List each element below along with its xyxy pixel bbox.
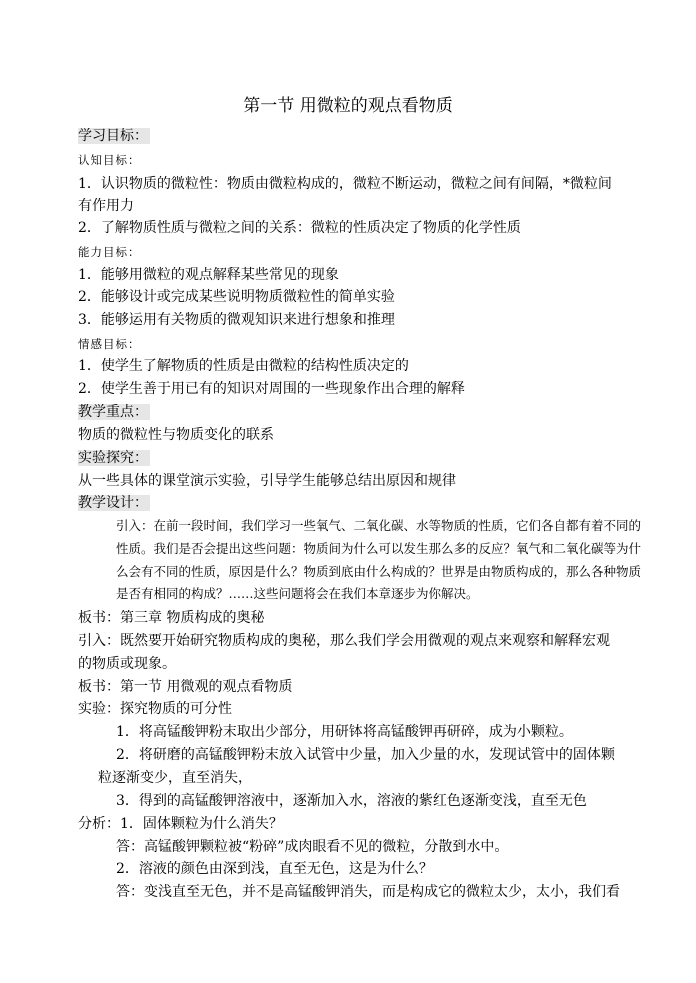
ability-goal-3: 3．能够运用有关物质的微观知识来进行想象和推理 [78,312,395,328]
analysis-question-1: 分析：1．固体颗粒为什么消失？ [78,816,283,832]
experiment-step-1: 1．将高锰酸钾粉末取出少部分，用研钵将高锰酸钾再研碎，成为小颗粒。 [116,724,573,740]
key-points-heading: 教学重点： [78,404,148,420]
analysis-question-2: 2．溶液的颜色由深到浅，直至无色，这是为什么？ [116,861,433,877]
intro-paragraph-line-3: 么会有不同的性质，原因是什么？物质到底由什么构成的？世界是由物质构成的，那么各种物质 [116,564,642,579]
experiment-step-3: 3．得到的高锰酸钾溶液中，逐渐加入水，溶液的紫红色逐渐变浅，直至无色 [116,793,587,809]
intro-paragraph-line-2: 性质。我们是否会提出这些问题：物质间为什么可以发生那么多的反应？氧气和二氧化碳等为什 [116,541,642,556]
key-points-text: 物质的微粒性与物质变化的联系 [78,427,274,443]
cognitive-goal-1: 1．认识物质的微粒性：物质由微粒构成的，微粒不断运动，微粒之间有间隔，*微粒间 [78,176,612,192]
cognitive-goal-2: 2．了解物质性质与微粒之间的关系：微粒的性质决定了物质的化学性质 [78,220,521,236]
emotion-goal-2: 2．使学生善于用已有的知识对周围的一些现象作出合理的解释 [78,381,465,397]
explore-text: 从一些具体的课堂演示实验，引导学生能够总结出原因和规律 [78,473,456,489]
experiment-step-2: 2．将研磨的高锰酸钾粉末放入试管中少量，加入少量的水，发现试管中的固体颗 [116,747,615,763]
cognitive-heading: 认知目标： [78,153,141,167]
cognitive-goal-1-cont: 有作用力 [78,198,134,214]
lead-in-line-2: 的物质或现象。 [78,656,176,672]
explore-heading: 实验探究： [78,450,148,466]
ability-goal-2: 2．能够设计或完成某些说明物质微粒性的简单实验 [78,289,395,305]
ability-goal-1: 1．能够用微粒的观点解释某些常见的现象 [78,267,339,283]
emotion-heading: 情感目标： [78,337,141,351]
experiment-heading: 实验：探究物质的可分性 [78,701,232,717]
board-note-chapter: 板书：第三章 物质构成的奥秘 [78,610,265,626]
intro-paragraph-line-1: 引入：在前一段时间，我们学习一些氧气、二氧化碳、水等物质的性质，它们各自都有着不同的 [116,518,642,533]
ability-heading: 能力目标： [78,245,141,259]
analysis-answer-1: 答：高锰酸钾颗粒被“粉碎”成肉眼看不见的微粒，分散到水中。 [116,839,509,855]
goals-heading: 学习目标： [78,128,148,144]
lead-in-line-1: 引入：既然要开始研究物质构成的奥秘，那么我们学会用微观的观点来观察和解释宏观 [78,633,610,649]
analysis-answer-2: 答：变浅直至无色，并不是高锰酸钾消失，而是构成它的微粒太少，太小，我们看 [116,884,620,900]
experiment-step-2-cont: 粒逐渐变少，直至消失， [98,770,252,786]
page-title: 第一节 用微粒的观点看物质 [243,96,453,116]
intro-paragraph-line-4: 是否有相同的构成？……这些问题将会在我们本章逐步为你解决。 [116,586,479,601]
design-heading: 教学设计： [78,495,148,511]
emotion-goal-1: 1．使学生了解物质的性质是由微粒的结构性质决定的 [78,358,409,374]
board-note-section: 板书：第一节 用微观的观点看物质 [78,679,293,695]
